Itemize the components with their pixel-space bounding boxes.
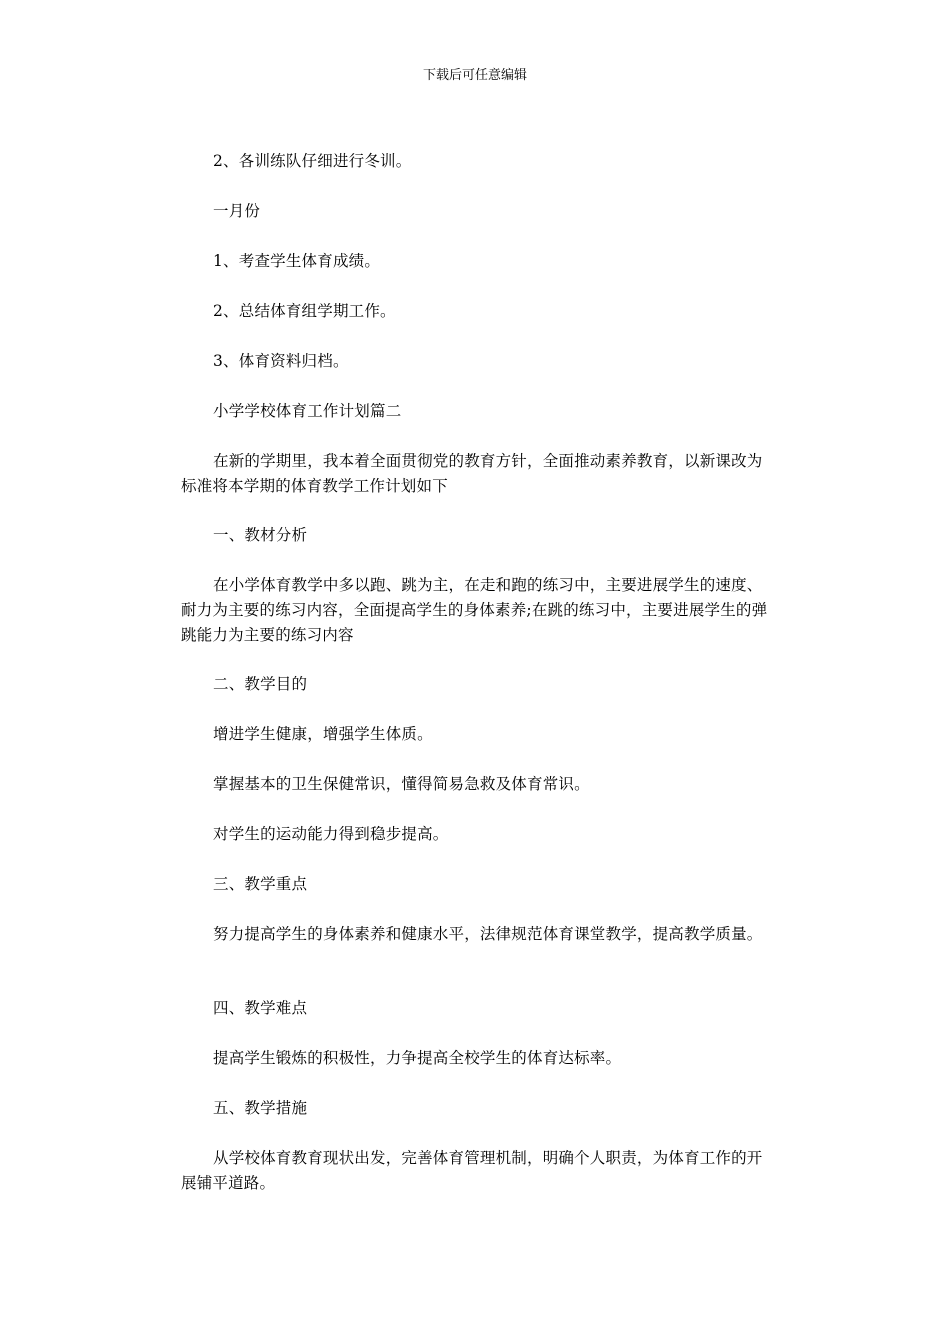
paragraph-intro: 在新的学期里，我本着全面贯彻党的教育方针，全面推动素养教育，以新课改为标准将本学期的体育教学工作计划如下 — [181, 452, 763, 495]
paragraph-goal-health: 增进学生健康，增强学生体质。 — [213, 725, 433, 743]
heading-teaching-difficulty: 四、教学难点 — [213, 999, 308, 1017]
heading-teaching-measures: 五、教学措施 — [213, 1099, 308, 1117]
paragraph-archive: 3、体育资料归档。 — [213, 352, 349, 370]
paragraph-teaching-focus: 努力提高学生的身体素养和健康水平，法律规范体育课堂教学，提高教学质量。 — [213, 925, 763, 943]
paragraph-materials-analysis: 在小学体育教学中多以跑、跳为主，在走和跑的练习中，主要进展学生的速度、耐力为主要的练习内容，全面提高学生的身体素养;在跳的练习中，主要进展学生的弹跳能力为主要的练习内容 — [181, 576, 768, 644]
heading-materials-analysis: 一、教材分析 — [213, 526, 308, 544]
section-title-part-two: 小学学校体育工作计划篇二 — [213, 402, 402, 420]
page-header: 下载后可任意编辑 — [422, 68, 527, 83]
paragraph-teaching-difficulty: 提高学生锻炼的积极性，力争提高全校学生的体育达标率。 — [213, 1049, 622, 1067]
paragraph-summary: 2、总结体育组学期工作。 — [213, 302, 396, 320]
paragraph-grades: 1、考查学生体育成绩。 — [213, 252, 381, 270]
paragraph-teaching-measures: 从学校体育教育现状出发，完善体育管理机制，明确个人职责，为体育工作的开展铺平道路。 — [181, 1149, 763, 1192]
paragraph-winter-training: 2、各训练队仔细进行冬训。 — [213, 152, 412, 170]
heading-teaching-focus: 三、教学重点 — [213, 875, 308, 893]
heading-teaching-goals: 二、教学目的 — [213, 675, 308, 693]
paragraph-goal-ability: 对学生的运动能力得到稳步提高。 — [213, 825, 449, 843]
paragraph-goal-knowledge: 掌握基本的卫生保健常识，懂得简易急救及体育常识。 — [213, 775, 590, 793]
section-heading-january: 一月份 — [213, 202, 261, 220]
